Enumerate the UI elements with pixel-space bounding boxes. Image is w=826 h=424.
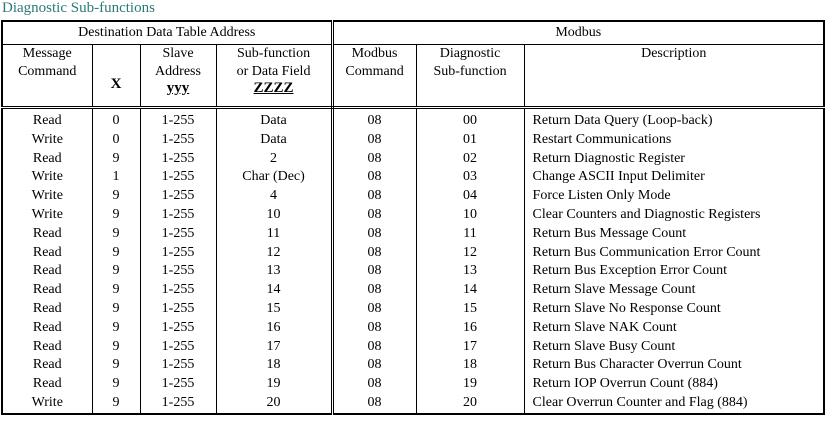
modbus-command-cell: 08 (332, 225, 416, 244)
message-command-cell: Read (2, 262, 92, 281)
slave-address-cell: 1-255 (140, 281, 216, 300)
message-command-cell: Read (2, 108, 92, 131)
diagnostic-sub-function-cell: 01 (416, 131, 524, 150)
message-command-cell: Read (2, 150, 92, 169)
description-cell: Return IOP Overrun Count (884) (532, 376, 718, 392)
diagnostic-sub-function-cell: 19 (416, 375, 524, 394)
x-cell: 0 (92, 108, 140, 131)
sub-function-header: Sub-function or Data Field ZZZZ (216, 45, 332, 108)
message-command-cell: Write (2, 394, 92, 414)
slave-address-cell: 1-255 (140, 206, 216, 225)
slave-address-cell: 1-255 (140, 338, 216, 357)
description-cell: Change ASCII Input Delimiter (532, 169, 705, 185)
sub-function-cell: 19 (216, 375, 332, 394)
modbus-command-cell: 08 (332, 108, 416, 131)
diagnostic-sub-function-cell: 13 (416, 262, 524, 281)
diagnostic-sub-function-cell: 00 (416, 108, 524, 131)
x-cell: 9 (92, 206, 140, 225)
table-row (2, 131, 824, 150)
description-cell: Force Listen Only Mode (532, 188, 671, 204)
page-title: Diagnostic Sub-functions (2, 0, 155, 16)
sub-function-cell: 2 (216, 150, 332, 169)
x-cell: 9 (92, 150, 140, 169)
sub-function-cell: 14 (216, 281, 332, 300)
slave-address-header: Slave Address yyy (140, 45, 216, 108)
slave-address-cell: 1-255 (140, 168, 216, 187)
modbus-command-cell: 08 (332, 187, 416, 206)
x-cell: 0 (92, 131, 140, 150)
message-command-cell: Write (2, 131, 92, 150)
sub-function-cell: 15 (216, 300, 332, 319)
description-cell: Return Slave Message Count (532, 282, 696, 298)
x-cell: 9 (92, 375, 140, 394)
diagnostic-sub-function-header: Diagnostic Sub-function (416, 45, 524, 108)
table-row (2, 319, 824, 338)
modbus-command-cell: 08 (332, 375, 416, 394)
diagnostic-sub-function-cell: 17 (416, 338, 524, 357)
modbus-command-cell: 08 (332, 394, 416, 414)
description-cell: Clear Overrun Counter and Flag (884) (532, 394, 748, 410)
slave-address-cell: 1-255 (140, 244, 216, 263)
x-cell: 9 (92, 394, 140, 414)
sub-function-cell: Data (216, 108, 332, 131)
diagnostic-sub-function-cell: 18 (416, 356, 524, 375)
diagnostic-sub-function-cell: 10 (416, 206, 524, 225)
table-row (2, 375, 824, 394)
table-row (2, 168, 824, 187)
description-cell: Return Data Query (Loop-back) (532, 113, 713, 128)
modbus-command-cell: 08 (332, 131, 416, 150)
message-command-cell: Read (2, 300, 92, 319)
description-cell: Restart Communications (532, 131, 672, 147)
message-command-cell: Write (2, 206, 92, 225)
description-cell: Return Slave NAK Count (532, 319, 677, 335)
modbus-command-cell: 08 (332, 338, 416, 357)
description-cell: Return Bus Communication Error Count (532, 244, 761, 260)
table-row (2, 262, 824, 281)
modbus-command-cell: 08 (332, 244, 416, 263)
diagnostic-sub-function-cell: 12 (416, 244, 524, 263)
sub-function-cell: Data (216, 131, 332, 150)
message-command-cell: Read (2, 319, 92, 338)
slave-address-cell: 1-255 (140, 108, 216, 131)
modbus-group-header: Modbus (332, 21, 824, 45)
diagnostic-table (1, 20, 825, 415)
description-cell: Clear Counters and Diagnostic Registers (532, 206, 761, 222)
x-header: X (92, 45, 140, 108)
diagnostic-sub-function-cell: 20 (416, 394, 524, 414)
sub-function-cell: 12 (216, 244, 332, 263)
slave-address-cell: 1-255 (140, 150, 216, 169)
modbus-command-cell: 08 (332, 281, 416, 300)
sub-function-cell: 10 (216, 206, 332, 225)
diagnostic-sub-function-cell: 04 (416, 187, 524, 206)
slave-address-cell: 1-255 (140, 375, 216, 394)
description-header: Description (524, 45, 824, 108)
sub-function-cell: 4 (216, 187, 332, 206)
table-row (2, 394, 824, 414)
modbus-command-cell: 08 (332, 262, 416, 281)
message-command-cell: Read (2, 375, 92, 394)
sub-function-cell: 17 (216, 338, 332, 357)
sub-function-cell: 20 (216, 394, 332, 414)
diagnostic-sub-function-cell: 11 (416, 225, 524, 244)
x-cell: 9 (92, 338, 140, 357)
x-cell: 9 (92, 262, 140, 281)
slave-address-cell: 1-255 (140, 262, 216, 281)
slave-address-cell: 1-255 (140, 356, 216, 375)
message-command-cell: Read (2, 281, 92, 300)
diagnostic-sub-function-cell: 15 (416, 300, 524, 319)
sub-function-cell: 18 (216, 356, 332, 375)
description-cell: Return Bus Exception Error Count (532, 263, 727, 279)
modbus-command-cell: 08 (332, 168, 416, 187)
table-row (2, 244, 824, 263)
message-command-cell: Read (2, 356, 92, 375)
description-cell: Return Bus Message Count (532, 225, 687, 241)
message-command-cell: Write (2, 187, 92, 206)
message-command-cell: Read (2, 244, 92, 263)
table-row (2, 150, 824, 169)
slave-address-cell: 1-255 (140, 225, 216, 244)
description-cell: Return Slave Busy Count (532, 338, 676, 354)
table-row (2, 300, 824, 319)
slave-address-cell: 1-255 (140, 319, 216, 338)
modbus-command-header: Modbus Command (332, 45, 416, 108)
slave-address-cell: 1-255 (140, 394, 216, 414)
x-cell: 9 (92, 225, 140, 244)
modbus-command-cell: 08 (332, 319, 416, 338)
x-cell: 9 (92, 244, 140, 263)
table-row (2, 187, 824, 206)
description-cell: Return Slave No Response Count (532, 300, 721, 316)
table-row (2, 281, 824, 300)
message-command-cell: Read (2, 338, 92, 357)
table-row (2, 108, 824, 131)
diagnostic-sub-function-cell: 16 (416, 319, 524, 338)
x-cell: 9 (92, 319, 140, 338)
description-cell: Return Diagnostic Register (532, 150, 685, 166)
description-cell: Return Bus Character Overrun Count (532, 357, 742, 373)
message-command-cell: Read (2, 225, 92, 244)
x-cell: 9 (92, 281, 140, 300)
slave-address-cell: 1-255 (140, 131, 216, 150)
table-row (2, 225, 824, 244)
slave-address-cell: 1-255 (140, 187, 216, 206)
modbus-command-cell: 08 (332, 150, 416, 169)
sub-function-cell: 16 (216, 319, 332, 338)
slave-address-cell: 1-255 (140, 300, 216, 319)
diagnostic-sub-function-cell: 14 (416, 281, 524, 300)
x-cell: 9 (92, 356, 140, 375)
message-command-header: Message Command (2, 45, 92, 108)
table-row (2, 206, 824, 225)
x-cell: 1 (92, 168, 140, 187)
modbus-command-cell: 08 (332, 206, 416, 225)
modbus-command-cell: 08 (332, 300, 416, 319)
sub-function-cell: Char (Dec) (216, 168, 332, 187)
table-row (2, 338, 824, 357)
diagnostic-sub-function-cell: 03 (416, 168, 524, 187)
destination-group-header: Destination Data Table Address (2, 21, 332, 45)
sub-function-cell: 13 (216, 262, 332, 281)
message-command-cell: Write (2, 168, 92, 187)
modbus-command-cell: 08 (332, 356, 416, 375)
table-row (2, 356, 824, 375)
x-cell: 9 (92, 300, 140, 319)
x-cell: 9 (92, 187, 140, 206)
sub-function-cell: 11 (216, 225, 332, 244)
diagnostic-sub-function-cell: 02 (416, 150, 524, 169)
